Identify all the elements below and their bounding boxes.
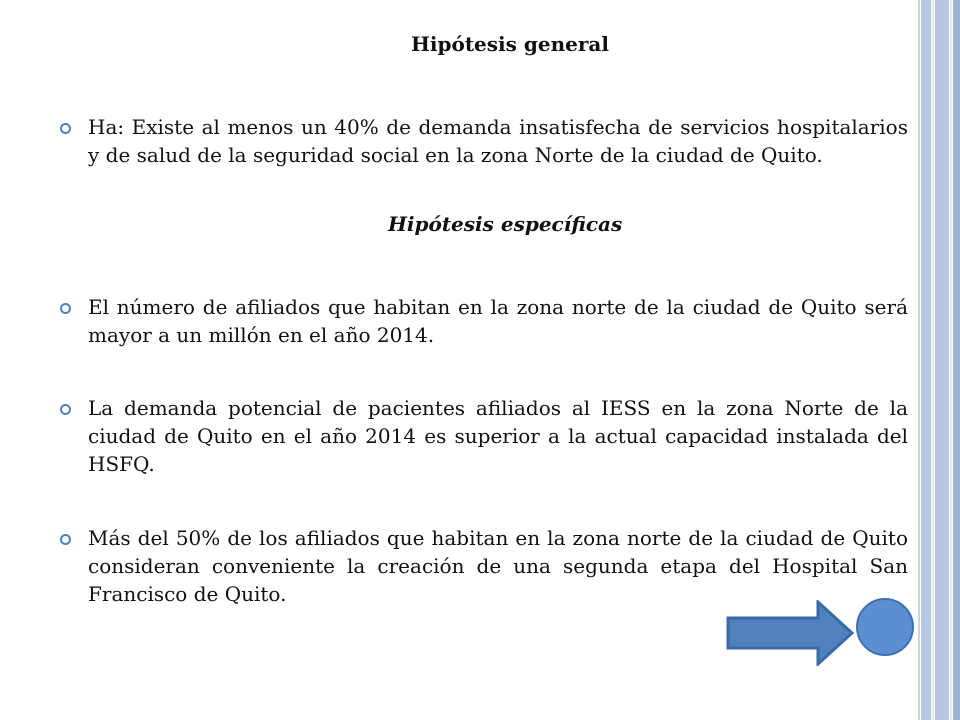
bullet-specific-1 <box>88 293 908 349</box>
bullet-specific-3 <box>88 524 908 608</box>
bullet-marker-icon <box>60 534 71 545</box>
bullet-marker-icon <box>60 303 71 314</box>
bullet-text: Ha: Existe al menos un 40% de demanda insatisfecha de servicios hospitalarios y de salud de la seguridad social en la zona Norte de la ciudad de Quito. <box>88 115 908 167</box>
decorative-stripe <box>953 0 960 720</box>
right-arrow-icon[interactable] <box>726 600 856 666</box>
bullet-marker-icon <box>60 404 71 415</box>
decorative-stripe <box>932 0 934 720</box>
decorative-stripe <box>950 0 952 720</box>
heading-specific: Hipótesis específicas <box>388 212 623 236</box>
bullet-text: Más del 50% de los afiliados que habitan en la zona norte de la ciudad de Quito consideran conveniente la creación de una segunda etapa del Hospital San Francisco de Quito. <box>88 526 908 606</box>
bullet-text: El número de afiliados que habitan en la zona norte de la ciudad de Quito será mayor a un millón en el año 2014. <box>88 295 908 347</box>
bullet-general <box>88 113 908 169</box>
decorative-stripe <box>918 0 920 720</box>
circle-icon[interactable] <box>856 598 914 656</box>
heading-general: Hipótesis general <box>411 32 609 56</box>
bullet-marker-icon <box>60 123 71 134</box>
bullet-text: La demanda potencial de pacientes afiliados al IESS en la zona Norte de la ciudad de Quito en el año 2014 es superior a la actual capacidad instalada del HSFQ. <box>88 396 908 476</box>
decorative-stripe <box>921 0 931 720</box>
decorative-stripe <box>935 0 949 720</box>
bullet-specific-2 <box>88 394 908 478</box>
